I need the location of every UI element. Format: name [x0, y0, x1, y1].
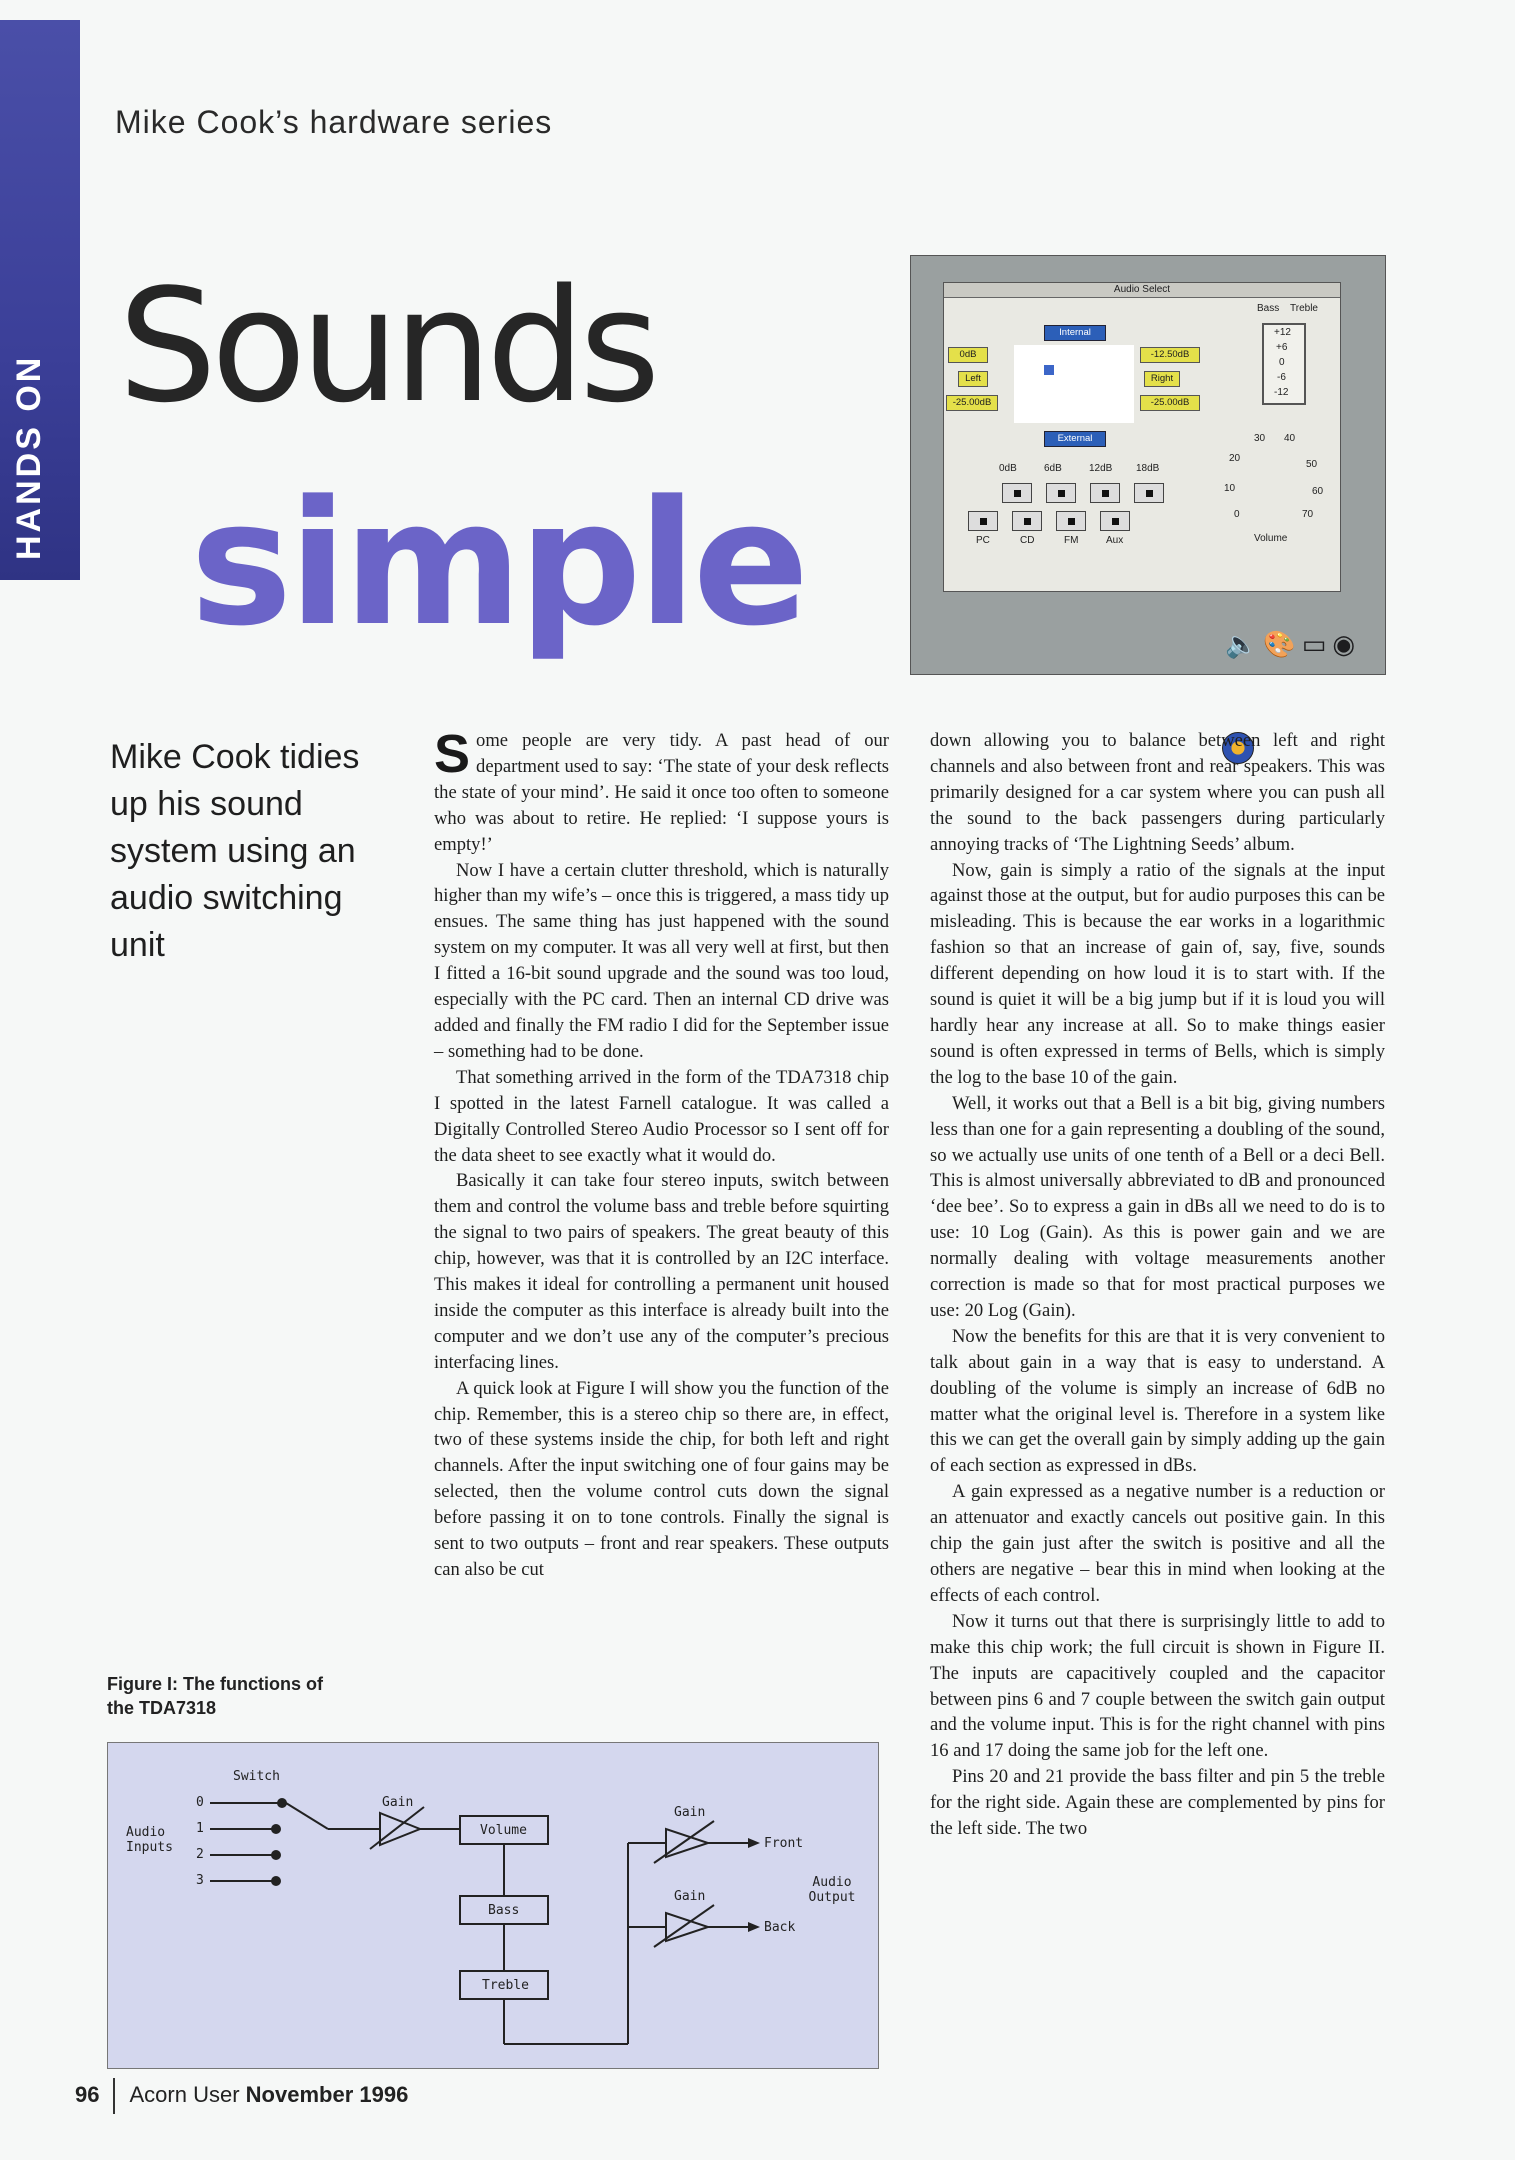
input-label: FM: [1064, 535, 1079, 546]
input-pc-button[interactable]: [968, 511, 998, 531]
figure-caption: Figure I: The functions of the TDA7318: [107, 1674, 323, 1718]
paragraph: A gain expressed as a negative number is a reduction or an attenuator and exactly cancels out positive gain. In this chip the gain just after the switch is positive and all the others are negative – bear this in mind when looking at the effects of each control.: [930, 1481, 1385, 1606]
input-2-label: 2: [196, 1847, 204, 1862]
volume-tick: 60: [1312, 486, 1324, 497]
volume-tick: 40: [1284, 433, 1296, 444]
gain-18db-button[interactable]: [1134, 483, 1164, 503]
input-fm-button[interactable]: [1056, 511, 1086, 531]
volume-tick: 20: [1229, 453, 1241, 464]
paragraph: Well, it works out that a Bell is a bit big, giving numbers less than one for a gain representing a doubling of the sound, so we actually use units of one tenth of a Bell or a deci Bell. This is almost universally abbreviated to dB and pronounced ‘dee bee’. So to express a gain in dBs all we need to do is to use: 10 Log (Gain). As this is power gain and we are normally dealing with voltage measurements another correction is made so that for most practical purposes we use: 20 Log (Gain).: [930, 1092, 1385, 1321]
series-title: Mike Cook’s hardware series: [115, 104, 553, 140]
globe-icon: ◉: [1332, 630, 1362, 660]
audio-select-screenshot: [910, 255, 1386, 675]
gain-step-label: 18dB: [1136, 463, 1160, 474]
page-footer: [75, 2078, 408, 2114]
scale-tick: 0: [1279, 357, 1285, 368]
balance-pad[interactable]: [1014, 345, 1134, 423]
issue-date: November 1996: [245, 2081, 409, 2107]
scale-tick: +6: [1276, 342, 1288, 353]
front-gain-label: Gain: [674, 1805, 706, 1820]
section-tab-label: HANDS ON: [10, 354, 48, 560]
gain-step-label: 6dB: [1044, 463, 1062, 474]
audio-inputs-label: Audio Inputs: [126, 1825, 173, 1855]
input-3-label: 3: [196, 1873, 204, 1888]
volume-block-label: Volume: [480, 1823, 527, 1838]
headline-line-2: simple: [190, 463, 806, 664]
volume-tick: 10: [1224, 483, 1236, 494]
input-label: PC: [976, 535, 990, 546]
right-gain-value[interactable]: -12.50dB: [1140, 347, 1200, 363]
input-cd-button[interactable]: [1012, 511, 1042, 531]
volume-tick: 30: [1254, 433, 1266, 444]
paragraph: A quick look at Figure I will show you the function of the chip. Remember, this is a stereo chip so there are, in effect, two of these systems inside the chip, for both left and right channels. After the input switching one of four gains may be selected, then the volume control cuts down the signal before passing it on to tone controls. Finally the signal is sent to two outputs – front and rear speakers. These outputs can also be cut: [434, 1377, 889, 1580]
input-0-label: 0: [196, 1795, 204, 1810]
paragraph: Now I have a certain clutter threshold, which is naturally higher than my wife’s – once this is triggered, a mass tidy up ensues. The same thing has just happened with the sound system on my computer. It was all very well at first, but then I fitted a 16-bit sound upgrade and the sound was too loud, especially with the PC card. Then an internal CD drive was added and finally the FM radio I did for the September issue – something had to be done.: [434, 859, 889, 1062]
treble-label: Treble: [1290, 303, 1318, 314]
gain-step-label: 12dB: [1089, 463, 1113, 474]
gain-label: Gain: [382, 1795, 414, 1810]
speaker-icon: 🔈: [1225, 630, 1264, 660]
external-button[interactable]: External: [1044, 431, 1106, 447]
block-diagram: [107, 1742, 879, 2069]
left-atten-value[interactable]: -25.00dB: [946, 395, 998, 411]
gain-6db-button[interactable]: [1046, 483, 1076, 503]
front-output-label: Front: [764, 1836, 804, 1851]
scale-tick: -6: [1277, 372, 1286, 383]
drop-cap: S: [434, 724, 471, 784]
paragraph: Some people are very tidy. A past head of our department used to say: ‘The state of your desk reflects the state of your mind’. He said it once too often to someone who was about to retire. He replied: ‘I suppose yours is empty!’: [434, 724, 889, 855]
left-button[interactable]: Left: [958, 371, 988, 387]
scale-tick: +12: [1274, 327, 1291, 338]
back-gain-label: Gain: [674, 1889, 706, 1904]
palette-icon: 🎨: [1263, 630, 1302, 660]
column-2: [930, 728, 1385, 1842]
monitor-icon: ▭: [1301, 630, 1333, 660]
internal-button[interactable]: Internal: [1044, 325, 1106, 341]
paragraph: Basically it can take four stereo inputs, switch between them and control the volume bass and treble before squirting the signal to two pairs of speakers. The great beauty of this chip, however, was that it is controlled by an I2C interface. This makes it ideal for controlling a permanent unit housed inside the computer as this interface is already built into the computer and we don’t use any of the computer’s precious interfacing lines.: [434, 1170, 889, 1373]
paragraph: That something arrived in the form of the TDA7318 chip I spotted in the latest Farnell catalogue. It was called a Digitally Controlled Stereo Audio Processor so I sent off for the data sheet to see exactly what it would do.: [434, 1066, 889, 1166]
gain-12db-button[interactable]: [1090, 483, 1120, 503]
magazine-name: Acorn User: [129, 2081, 240, 2107]
volume-tick: 70: [1302, 509, 1314, 520]
treble-block-label: Treble: [482, 1978, 529, 1993]
tone-scale: [1262, 323, 1306, 405]
left-gain-value[interactable]: 0dB: [948, 347, 988, 363]
volume-label: Volume: [1254, 533, 1288, 544]
gain-0db-button[interactable]: [1002, 483, 1032, 503]
paragraph: Now the benefits for this are that it is very convenient to talk about gain in a way that is easy to understand. A doubling of the volume is simply an increase of 6dB no matter what the original level is. Therefore in a system like this we can get the overall gain by simply adding up the gain of each section as expressed in dBs.: [930, 1325, 1385, 1477]
paragraph: down allowing you to balance between left and right channels and also between front and rear speakers. This was primarily designed for a car system where you can push all the sound to the back passengers during particularly annoying tracks of ‘The Lightning Seeds’ album.: [930, 730, 1385, 855]
input-label: CD: [1020, 535, 1035, 546]
gain-step-label: 0dB: [999, 463, 1017, 474]
standfirst: Mike Cook tidies up his sound system using an audio switching unit: [110, 738, 360, 964]
bass-block-label: Bass: [488, 1903, 520, 1918]
scale-tick: -12: [1274, 387, 1289, 398]
headline-line-1: Sounds: [118, 255, 655, 437]
paragraph: Pins 20 and 21 provide the bass filter and pin 5 the treble for the right side. Again these are complemented by pins for the left side. The two: [930, 1766, 1385, 1840]
iconbar-icons: [1225, 630, 1361, 660]
column-1: [434, 724, 889, 1583]
window-title: Audio Select: [944, 283, 1340, 298]
input-label: Aux: [1106, 535, 1124, 546]
right-button[interactable]: Right: [1144, 371, 1180, 387]
audio-output-label: Audio Output: [808, 1875, 856, 1905]
section-tab: [0, 20, 80, 580]
page-number: 96: [75, 2081, 100, 2107]
right-atten-value[interactable]: -25.00dB: [1140, 395, 1200, 411]
bass-label: Bass: [1257, 303, 1280, 314]
switch-label: Switch: [233, 1769, 280, 1784]
paragraph: Now, gain is simply a ratio of the signals at the input against those at the output, but for audio purposes this can be misleading. This is because the ear works in a logarithmic fashion so that an increase of gain of, say, five, sounds different depending on how loud it is to start with. If the sound is quiet it will be a big jump but if it is loud you will hardly hear any increase at all. So to make things easier sound is often expressed in terms of Bells, which is simply the log to the base 10 of the gain.: [930, 859, 1385, 1088]
input-1-label: 1: [196, 1821, 204, 1836]
input-aux-button[interactable]: [1100, 511, 1130, 531]
audio-select-window: [943, 282, 1341, 592]
back-output-label: Back: [764, 1920, 796, 1935]
balance-marker[interactable]: [1044, 365, 1054, 375]
paragraph: Now it turns out that there is surprisingly little to add to make this chip work; the full circuit is shown in Figure II. The inputs are capacitively coupled and the capacitor between pins 6 and 7 couple between the switch gain output and the volume input. This is for the right channel with pins 16 and 17 doing the same job for the left one.: [930, 1610, 1385, 1762]
volume-tick: 50: [1306, 459, 1318, 470]
footer-divider: [113, 2078, 115, 2114]
volume-tick: 0: [1234, 509, 1240, 520]
